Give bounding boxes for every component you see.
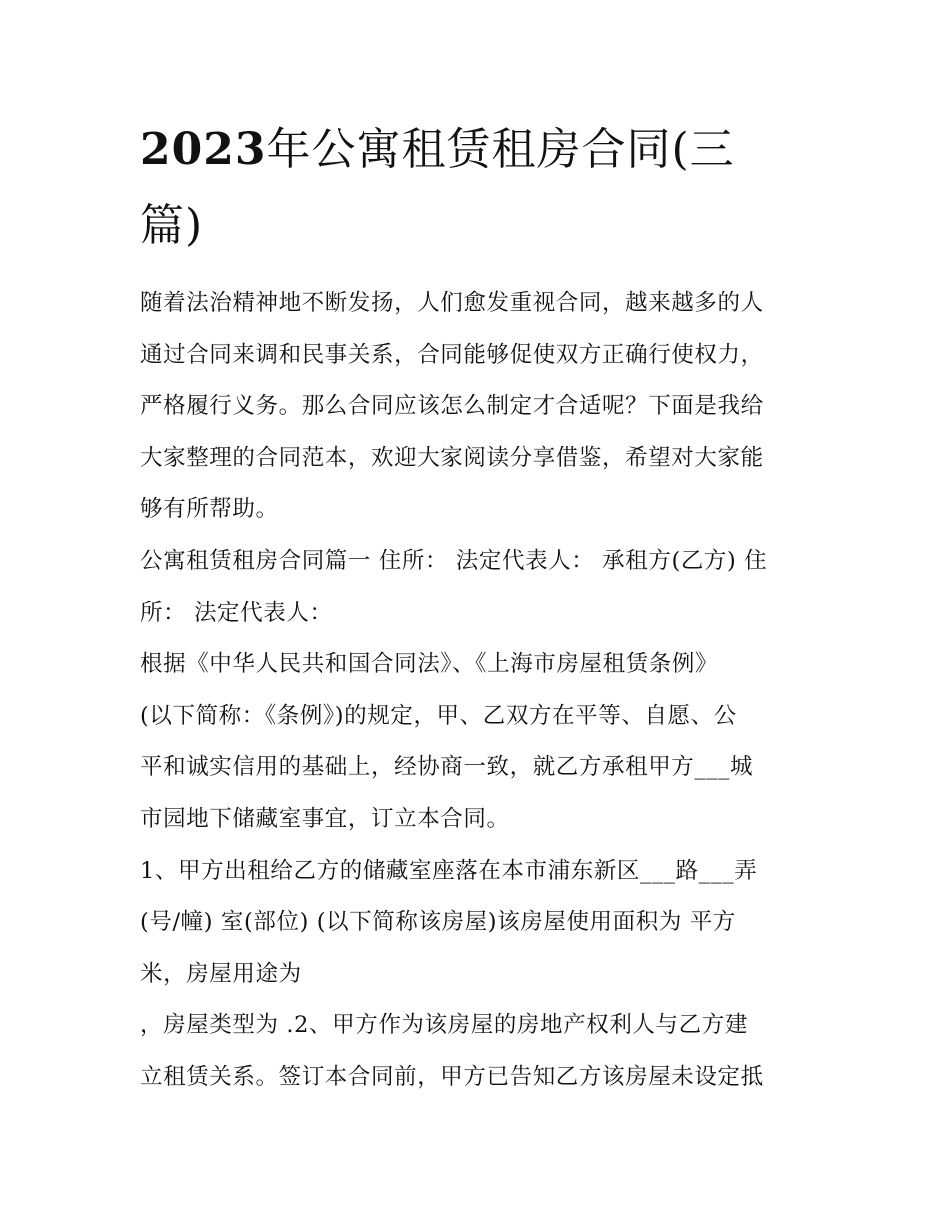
text-line: 随着法治精神地不断发扬，人们愈发重视合同，越来越多的人 — [140, 290, 764, 316]
text-line: 严格履行义务。那么合同应该怎么制定才合适呢？下面是我给 — [140, 393, 764, 420]
paragraph-basis — [140, 639, 820, 845]
title-text-line-1: 年公寓租赁租房合同(三 — [266, 124, 735, 175]
title-line-2: 篇) — [140, 200, 204, 251]
text-line: (号/幢) 室(部位) (以下简称该房屋)该房屋使用面积为 平方 — [140, 909, 736, 936]
text-line: 公寓租赁租房合同篇一 住所： 法定代表人： 承租方(乙方) 住 — [140, 547, 768, 574]
text-line: 所： 法定代表人： — [140, 599, 333, 626]
document-body — [140, 278, 820, 1104]
title-line-1 — [140, 112, 820, 188]
text-line: 1、甲方出租给乙方的储藏室座落在本市浦东新区___路___弄 — [140, 857, 758, 884]
paragraph-intro — [140, 278, 820, 536]
text-line: 够有所帮助。 — [140, 496, 279, 523]
paragraph-clause-1 — [140, 846, 820, 1001]
text-line: (以下简称：《条例》)的规定，甲、乙双方在平等、自愿、公 — [140, 702, 737, 729]
text-line: 市园地下储藏室事宜，订立本合同。 — [140, 805, 510, 832]
text-line: 通过合同来调和民事关系，合同能够促使双方正确行使权力， — [140, 341, 764, 368]
paragraph-clause-2 — [140, 1000, 820, 1103]
title-year: 2023 — [140, 124, 267, 175]
paragraph-parties — [140, 536, 820, 639]
text-line: ，房屋类型为 .2、甲方作为该房屋的房地产权利人与乙方建 — [140, 1012, 748, 1039]
text-line: 平和诚实信用的基础上，经协商一致，就乙方承租甲方___城 — [140, 754, 754, 781]
text-line: 根据《中华人民共和国合同法》、《上海市房屋租赁条例》 — [140, 651, 719, 678]
document-title — [140, 112, 820, 264]
text-line: 米，房屋用途为 — [140, 960, 302, 987]
text-line: 立租赁关系。签订本合同前，甲方已告知乙方该房屋未设定抵 — [140, 1063, 764, 1090]
document-page — [140, 112, 820, 1104]
text-line: 大家整理的合同范本，欢迎大家阅读分享借鉴，希望对大家能 — [140, 444, 764, 471]
